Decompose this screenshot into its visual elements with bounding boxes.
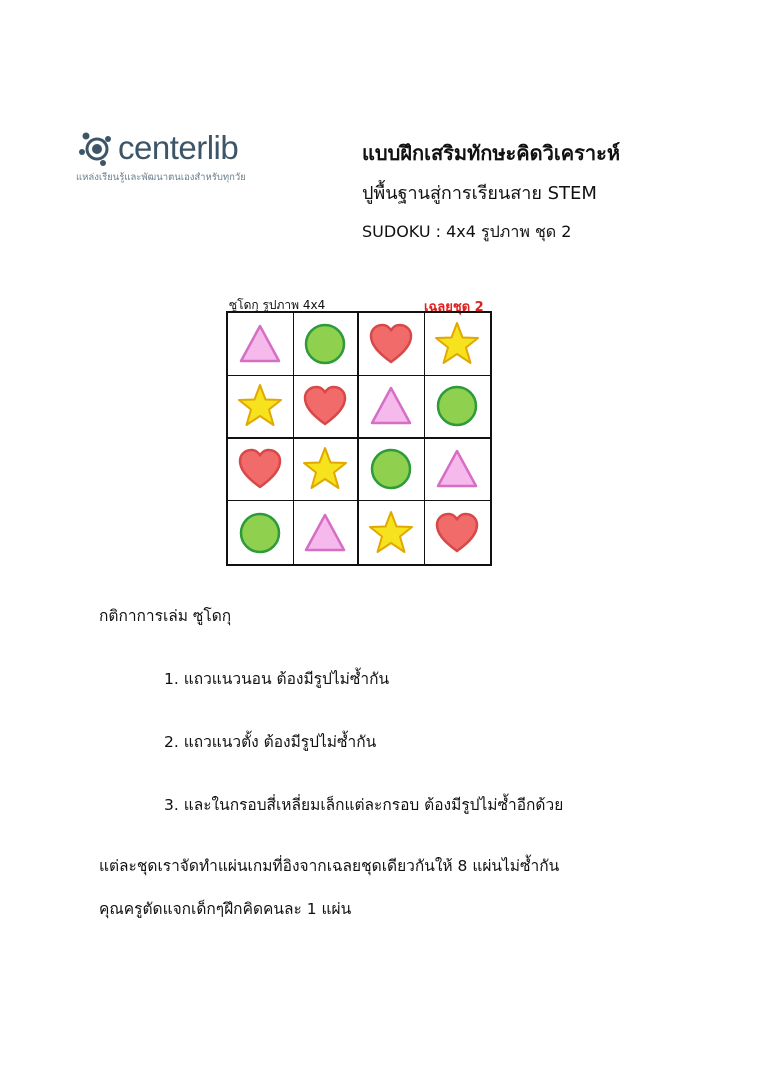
note-text: แต่ละชุดเราจัดทำแผ่นเกมที่อิงจากเฉลยชุดเดียวกันให้ 8 แผ่นไม่ซ้ำกัน [99,857,560,875]
circle-icon [367,445,415,493]
sudoku-cell [294,313,360,376]
page-title: แบบฝึกเสริมทักษะคิดวิเคราะห์ [362,141,621,165]
circle-icon [433,382,481,430]
centerlib-logo [76,126,276,186]
star-icon [236,382,284,430]
triangle-icon [367,382,415,430]
puzzle-caption: ซูโดกุ รูปภาพ 4x4 [229,298,326,312]
circle-icon [236,509,284,557]
rules-title: กติกาการเล่ม ซูโดกุ [99,607,232,625]
logo-tagline: แหล่งเรียนรู้และพัฒนาตนเองสำหรับทุกวัย [76,172,246,183]
sudoku-cell [294,501,360,564]
heart-icon [301,382,349,430]
sudoku-cell [425,501,491,564]
sudoku-cell [228,313,294,376]
heart-icon [236,445,284,493]
answer-key-label: เฉลยชุด 2 [424,300,484,315]
sudoku-grid [226,311,492,566]
triangle-icon [433,445,481,493]
sudoku-cell [228,376,294,439]
sudoku-cell [359,313,425,376]
sudoku-cell [294,439,360,502]
sudoku-cell [359,439,425,502]
sudoku-cell [359,501,425,564]
set-label: SUDOKU : 4x4 รูปภาพ ชุด 2 [362,222,572,241]
star-icon [301,445,349,493]
note-text: คุณครูตัดแจกเด็กๆฝึกคิดคนละ 1 แผ่น [99,900,352,918]
logo-brand-text: centerlib [118,129,239,166]
rule-item: 1. แถวแนวนอน ต้องมีรูปไม่ซ้ำกัน [164,670,390,688]
sudoku-cell [294,376,360,439]
heart-icon [367,320,415,368]
sudoku-cell [425,313,491,376]
sudoku-cell [425,376,491,439]
page-subtitle: ปูพื้นฐานสู่การเรียนสาย STEM [362,183,597,204]
sudoku-cell [359,376,425,439]
rule-item: 3. และในกรอบสี่เหลี่ยมเล็กแต่ละกรอบ ต้องมีรูปไม่ซ้ำอีกด้วย [164,796,564,814]
circle-icon [301,320,349,368]
triangle-icon [301,509,349,557]
sudoku-cell [228,439,294,502]
heart-icon [433,509,481,557]
rule-item: 2. แถวแนวตั้ง ต้องมีรูปไม่ซ้ำกัน [164,733,377,751]
triangle-icon [236,320,284,368]
star-icon [367,509,415,557]
star-icon [433,320,481,368]
sudoku-cell [425,439,491,502]
centerlib-logo-mark-icon [76,128,116,168]
sudoku-cell [228,501,294,564]
